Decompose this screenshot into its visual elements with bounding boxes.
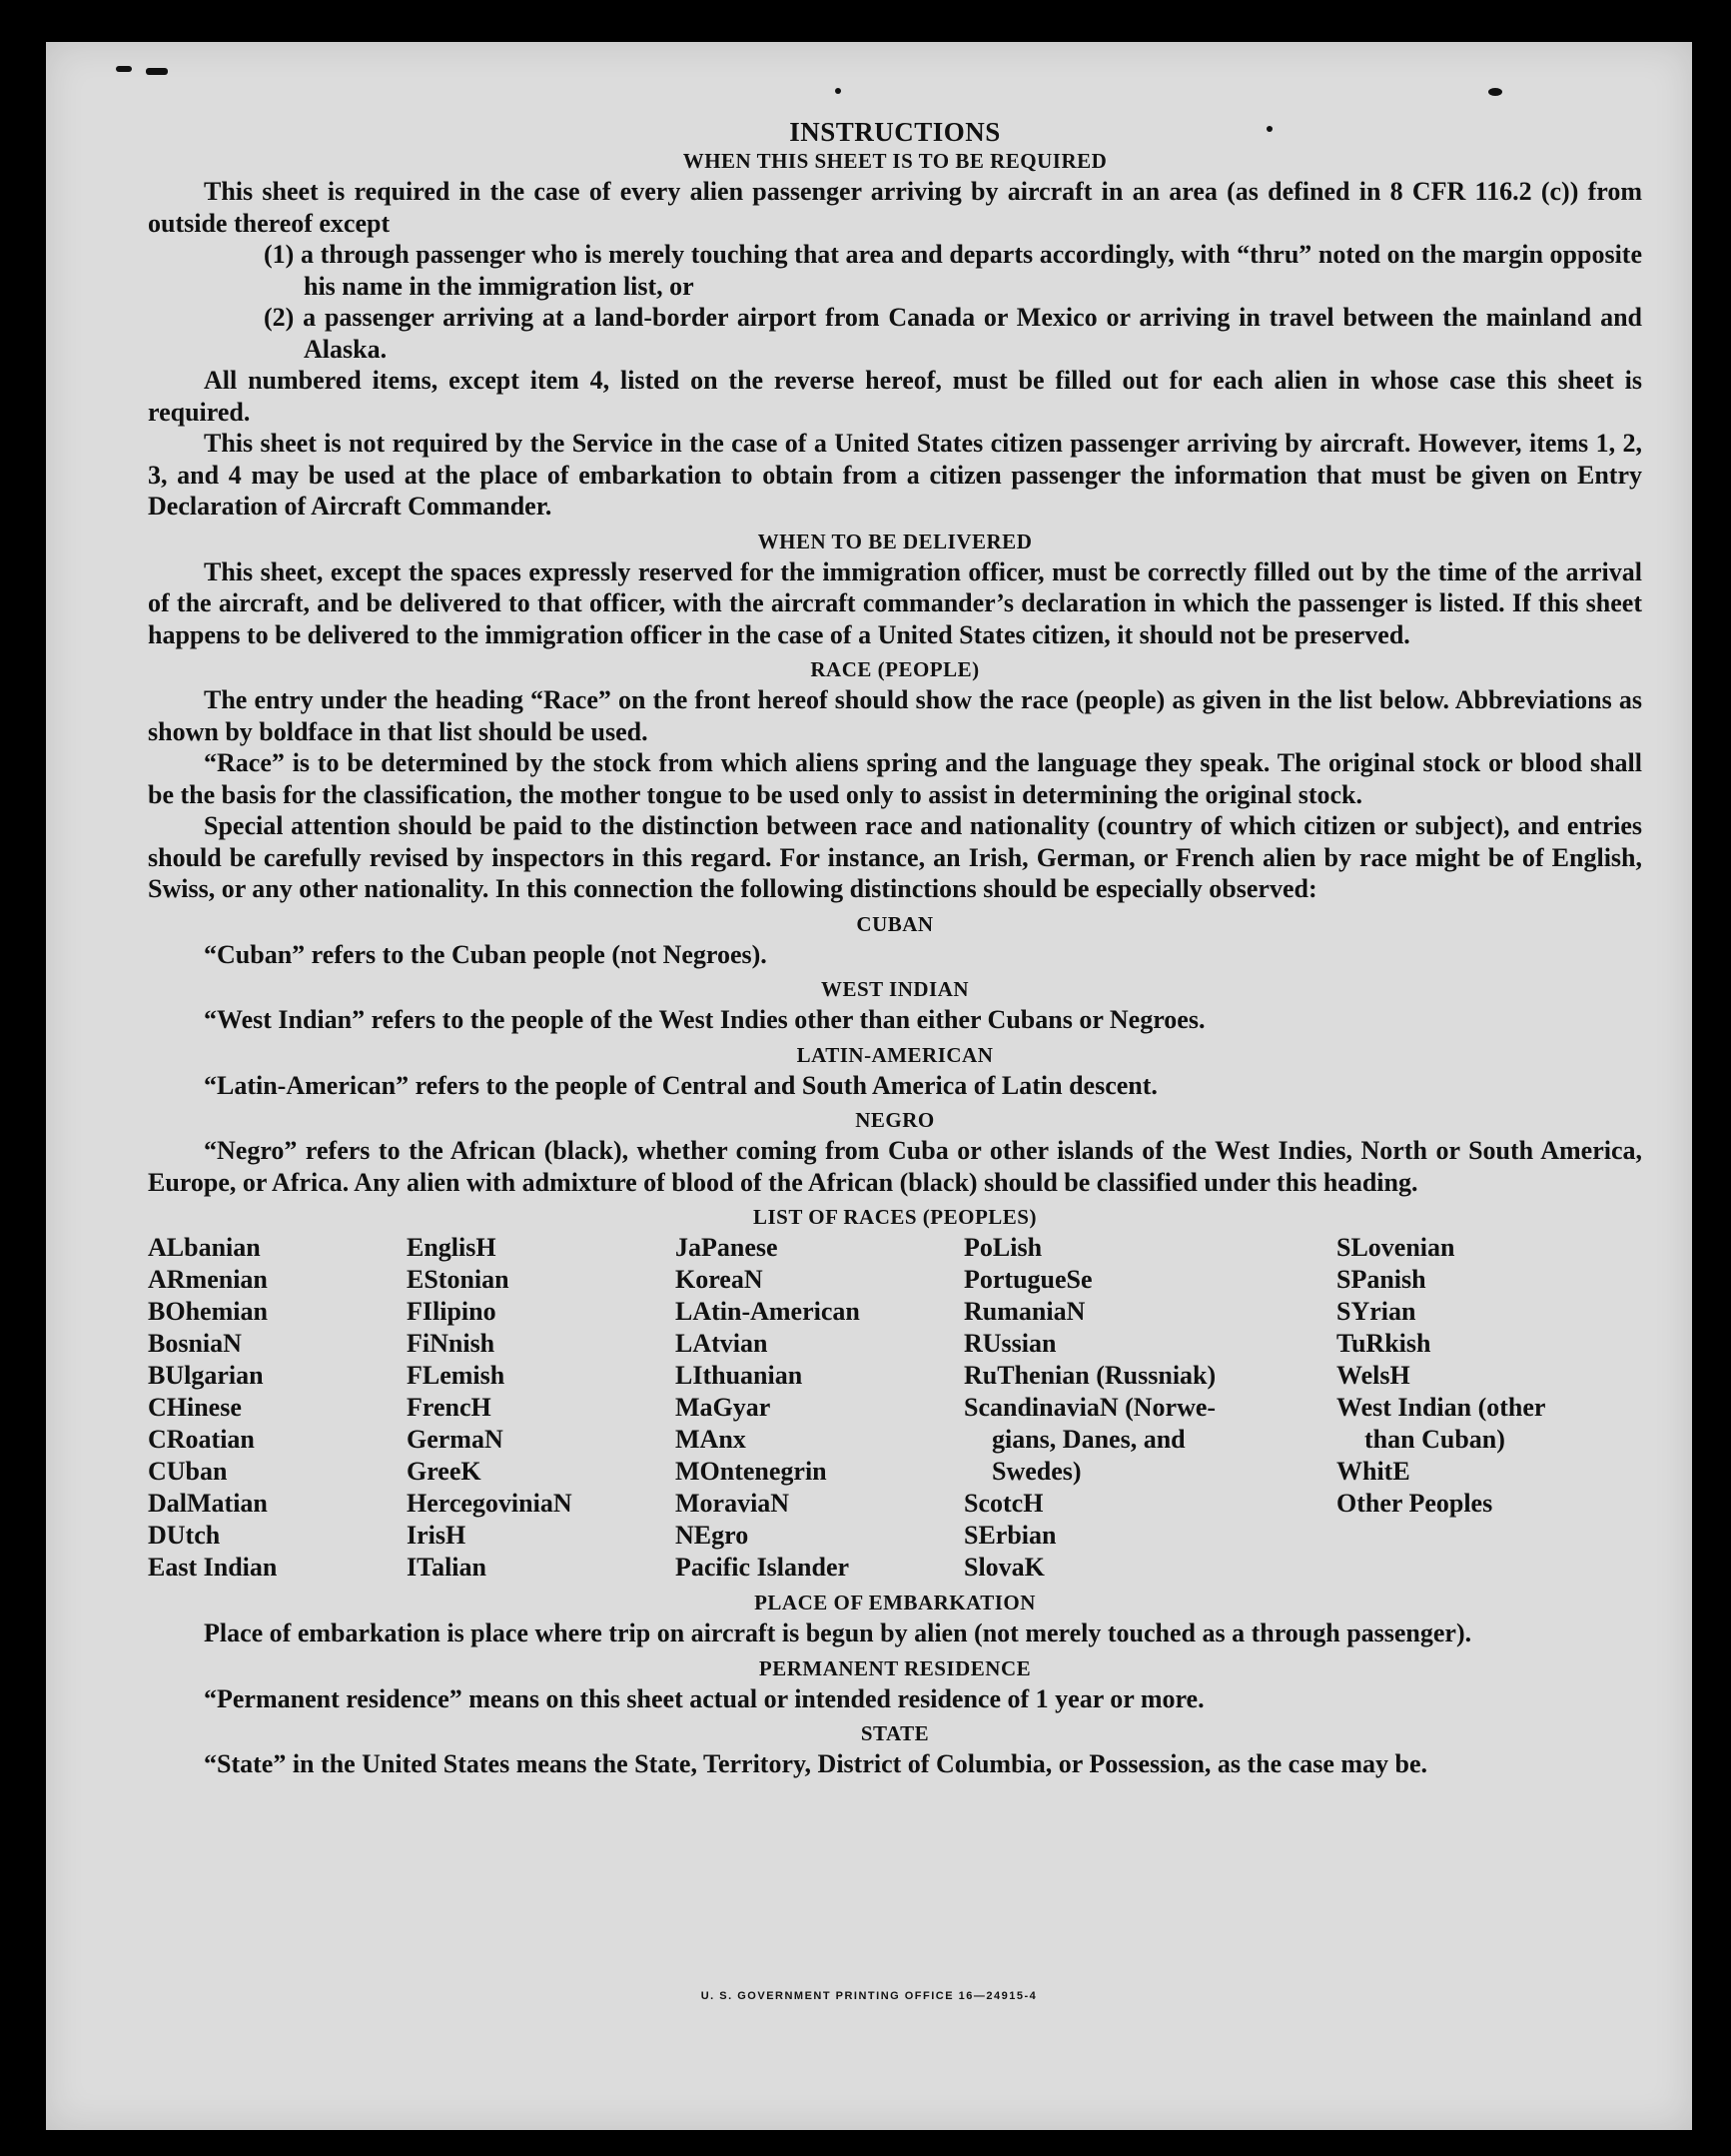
race-item: BosniaN <box>148 1329 242 1358</box>
race-item: MoraviaN <box>675 1489 790 1518</box>
race-item: East Indian <box>148 1553 278 1582</box>
race-para-2: “Race” is to be determined by the stock from which aliens spring and the language they speak. The original stock or blood shall be the basis for the classification, the mother tongue to be used only to assist in determining the original stock. <box>148 748 1642 809</box>
race-item: ScandinaviaN (Norwe- <box>964 1393 1217 1422</box>
race-item-continuation: than Cuban) <box>1364 1425 1505 1454</box>
race-item: EnglisH <box>407 1233 496 1262</box>
ink-mark <box>146 68 168 75</box>
race-item-continuation: gians, Danes, and <box>992 1425 1186 1454</box>
latin-american-text: “Latin-American” refers to the people of Central and South America of Latin descent. <box>204 1070 1158 1100</box>
heading-permanent-residence: PERMANENT RESIDENCE <box>758 1655 1032 1680</box>
race-item: CRoatian <box>148 1425 255 1454</box>
race-item: SYrian <box>1336 1297 1416 1326</box>
race-item: KoreaN <box>675 1265 763 1294</box>
race-para-3: Special attention should be paid to the distinction between race and nationality (country of which citizen or subject), and entries should be carefully revised by inspectors in this regard. For instance, an Irish, German, or French alien by race might be of English, Swiss, or any other nationality. In this connection the following distinctions should be especially observed: <box>148 811 1642 903</box>
race-item: LAtvian <box>675 1329 768 1358</box>
races-list <box>148 1232 1642 1584</box>
embarkation-text: Place of embarkation is place where trip on aircraft is begun by alien (not merely touched as a through passenger). <box>204 1618 1472 1647</box>
race-item: RumaniaN <box>964 1297 1086 1326</box>
ink-mark <box>116 66 132 72</box>
ink-mark <box>1488 88 1502 96</box>
race-item: JaPanese <box>675 1233 778 1262</box>
when-required-para-3: This sheet is not required by the Service in the case of a United States citizen passenger arriving by aircraft. However, items 1, 2, 3, and 4 may be used at the place of embarkation to obtain from a citizen passenger the information that must be given on Entry Declaration of Aircraft Commander. <box>148 429 1642 521</box>
heading-latin-american: LATIN-AMERICAN <box>796 1042 994 1067</box>
race-item: ARmenian <box>148 1265 268 1294</box>
race-item: SPanish <box>1336 1265 1426 1294</box>
document-page <box>46 42 1692 2130</box>
race-item: BUlgarian <box>148 1361 264 1390</box>
race-item: WelsH <box>1336 1361 1410 1390</box>
race-item: ITalian <box>407 1553 486 1582</box>
negro-text: “Negro” refers to the African (black), whether coming from Cuba or other islands of the West Indies, North or South America, Europe, or Africa. Any alien with admixture of blood of the African (black) should be classified under this heading. <box>148 1136 1642 1197</box>
cuban-text: “Cuban” refers to the Cuban people (not Negroes). <box>204 939 767 969</box>
ink-mark <box>835 88 841 94</box>
race-item: WhitE <box>1336 1457 1410 1486</box>
race-item: DUtch <box>148 1521 221 1550</box>
race-item: SErbian <box>964 1521 1057 1550</box>
race-item: EStonian <box>407 1265 509 1294</box>
race-item: CUban <box>148 1457 228 1486</box>
race-item: FiNnish <box>407 1329 495 1358</box>
heading-when-delivered: WHEN TO BE DELIVERED <box>757 529 1033 553</box>
race-item: SlovaK <box>964 1553 1045 1582</box>
races-column-5 <box>1336 1232 1642 1584</box>
race-item: TuRkish <box>1336 1329 1431 1358</box>
race-item: LAtin-American <box>675 1297 860 1326</box>
heading-race: RACE (PEOPLE) <box>810 657 980 681</box>
race-item: GermaN <box>407 1425 503 1454</box>
race-item: West Indian (other <box>1336 1393 1546 1422</box>
race-item: Other Peoples <box>1336 1489 1493 1518</box>
race-item: MaGyar <box>675 1393 771 1422</box>
races-column-3 <box>675 1232 964 1584</box>
state-text: “State” in the United States means the State, Territory, District of Columbia, or Possession, as the case may be. <box>204 1749 1428 1778</box>
race-item: NEgro <box>675 1521 749 1550</box>
when-delivered-text: This sheet, except the spaces expressly reserved for the immigration officer, must be correctly filled out by the time of the arrival of the aircraft, and be delivered to that officer, with the aircraft commander’s declaration in which the passenger is listed. If this sheet happens to be delivered to the immigration officer in the case of a United States citizen, it should not be preserved. <box>148 556 1642 649</box>
exception-1: (1) a through passenger who is merely touching that area and departs accordingly, with “thru” noted on the margin opposite his name in the immigration list, or <box>264 240 1642 301</box>
race-item: ScotcH <box>964 1489 1044 1518</box>
race-para-1: The entry under the heading “Race” on the front hereof should show the race (people) as given in the list below. Abbreviations as shown by boldface in that list should be used. <box>148 685 1642 746</box>
race-item: IrisH <box>407 1521 466 1550</box>
race-item: PoLish <box>964 1233 1043 1262</box>
race-item: FrencH <box>407 1393 491 1422</box>
race-item: PortugueSe <box>964 1265 1093 1294</box>
race-item: FIlipino <box>407 1297 496 1326</box>
exception-2: (2) a passenger arriving at a land-border airport from Canada or Mexico or arriving in travel between the mainland and Alaska. <box>264 303 1642 364</box>
residence-text: “Permanent residence” means on this sheet actual or intended residence of 1 year or more. <box>204 1683 1205 1713</box>
printing-office-imprint: U. S. GOVERNMENT PRINTING OFFICE 16—24915-4 <box>700 1990 1038 2002</box>
race-item: Pacific Islander <box>675 1553 850 1582</box>
race-item: MAnx <box>675 1425 746 1454</box>
page-title: INSTRUCTIONS <box>789 117 1001 147</box>
race-item: SLovenian <box>1336 1233 1455 1262</box>
race-item: RUssian <box>964 1329 1057 1358</box>
when-required-intro: This sheet is required in the case of every alien passenger arriving by aircraft in an area (as defined in 8 CFR 116.2 (c)) from outside thereof except <box>148 177 1642 238</box>
heading-cuban: CUBAN <box>856 911 934 936</box>
when-required-para-2: All numbered items, except item 4, listed on the reverse hereof, must be filled out for each alien in whose case this sheet is required. <box>148 366 1642 427</box>
race-item: MOntenegrin <box>675 1457 827 1486</box>
race-item: DalMatian <box>148 1489 268 1518</box>
races-column-4 <box>964 1232 1336 1584</box>
race-item: RuThenian (Russniak) <box>964 1361 1217 1390</box>
heading-west-indian: WEST INDIAN <box>820 977 970 1001</box>
instructions-body <box>148 116 1642 1780</box>
race-item: GreeK <box>407 1457 481 1486</box>
heading-state: STATE <box>860 1721 930 1745</box>
race-item-continuation: Swedes) <box>992 1457 1082 1486</box>
race-item: FLemish <box>407 1361 505 1390</box>
race-item: ALbanian <box>148 1233 261 1262</box>
heading-negro: NEGRO <box>855 1108 935 1132</box>
west-indian-text: “West Indian” refers to the people of the West Indies other than either Cubans or Negroes. <box>204 1005 1206 1034</box>
race-item: CHinese <box>148 1393 242 1422</box>
heading-when-required: WHEN THIS SHEET IS TO BE REQUIRED <box>682 149 1108 173</box>
heading-list-of-races: LIST OF RACES (PEOPLES) <box>753 1205 1037 1229</box>
race-item: HercegoviniaN <box>407 1489 572 1518</box>
races-column-2 <box>407 1232 675 1584</box>
race-item: BOhemian <box>148 1297 268 1326</box>
race-item: LIthuanian <box>675 1361 803 1390</box>
races-column-1 <box>148 1232 407 1584</box>
heading-place-of-embarkation: PLACE OF EMBARKATION <box>754 1591 1036 1615</box>
